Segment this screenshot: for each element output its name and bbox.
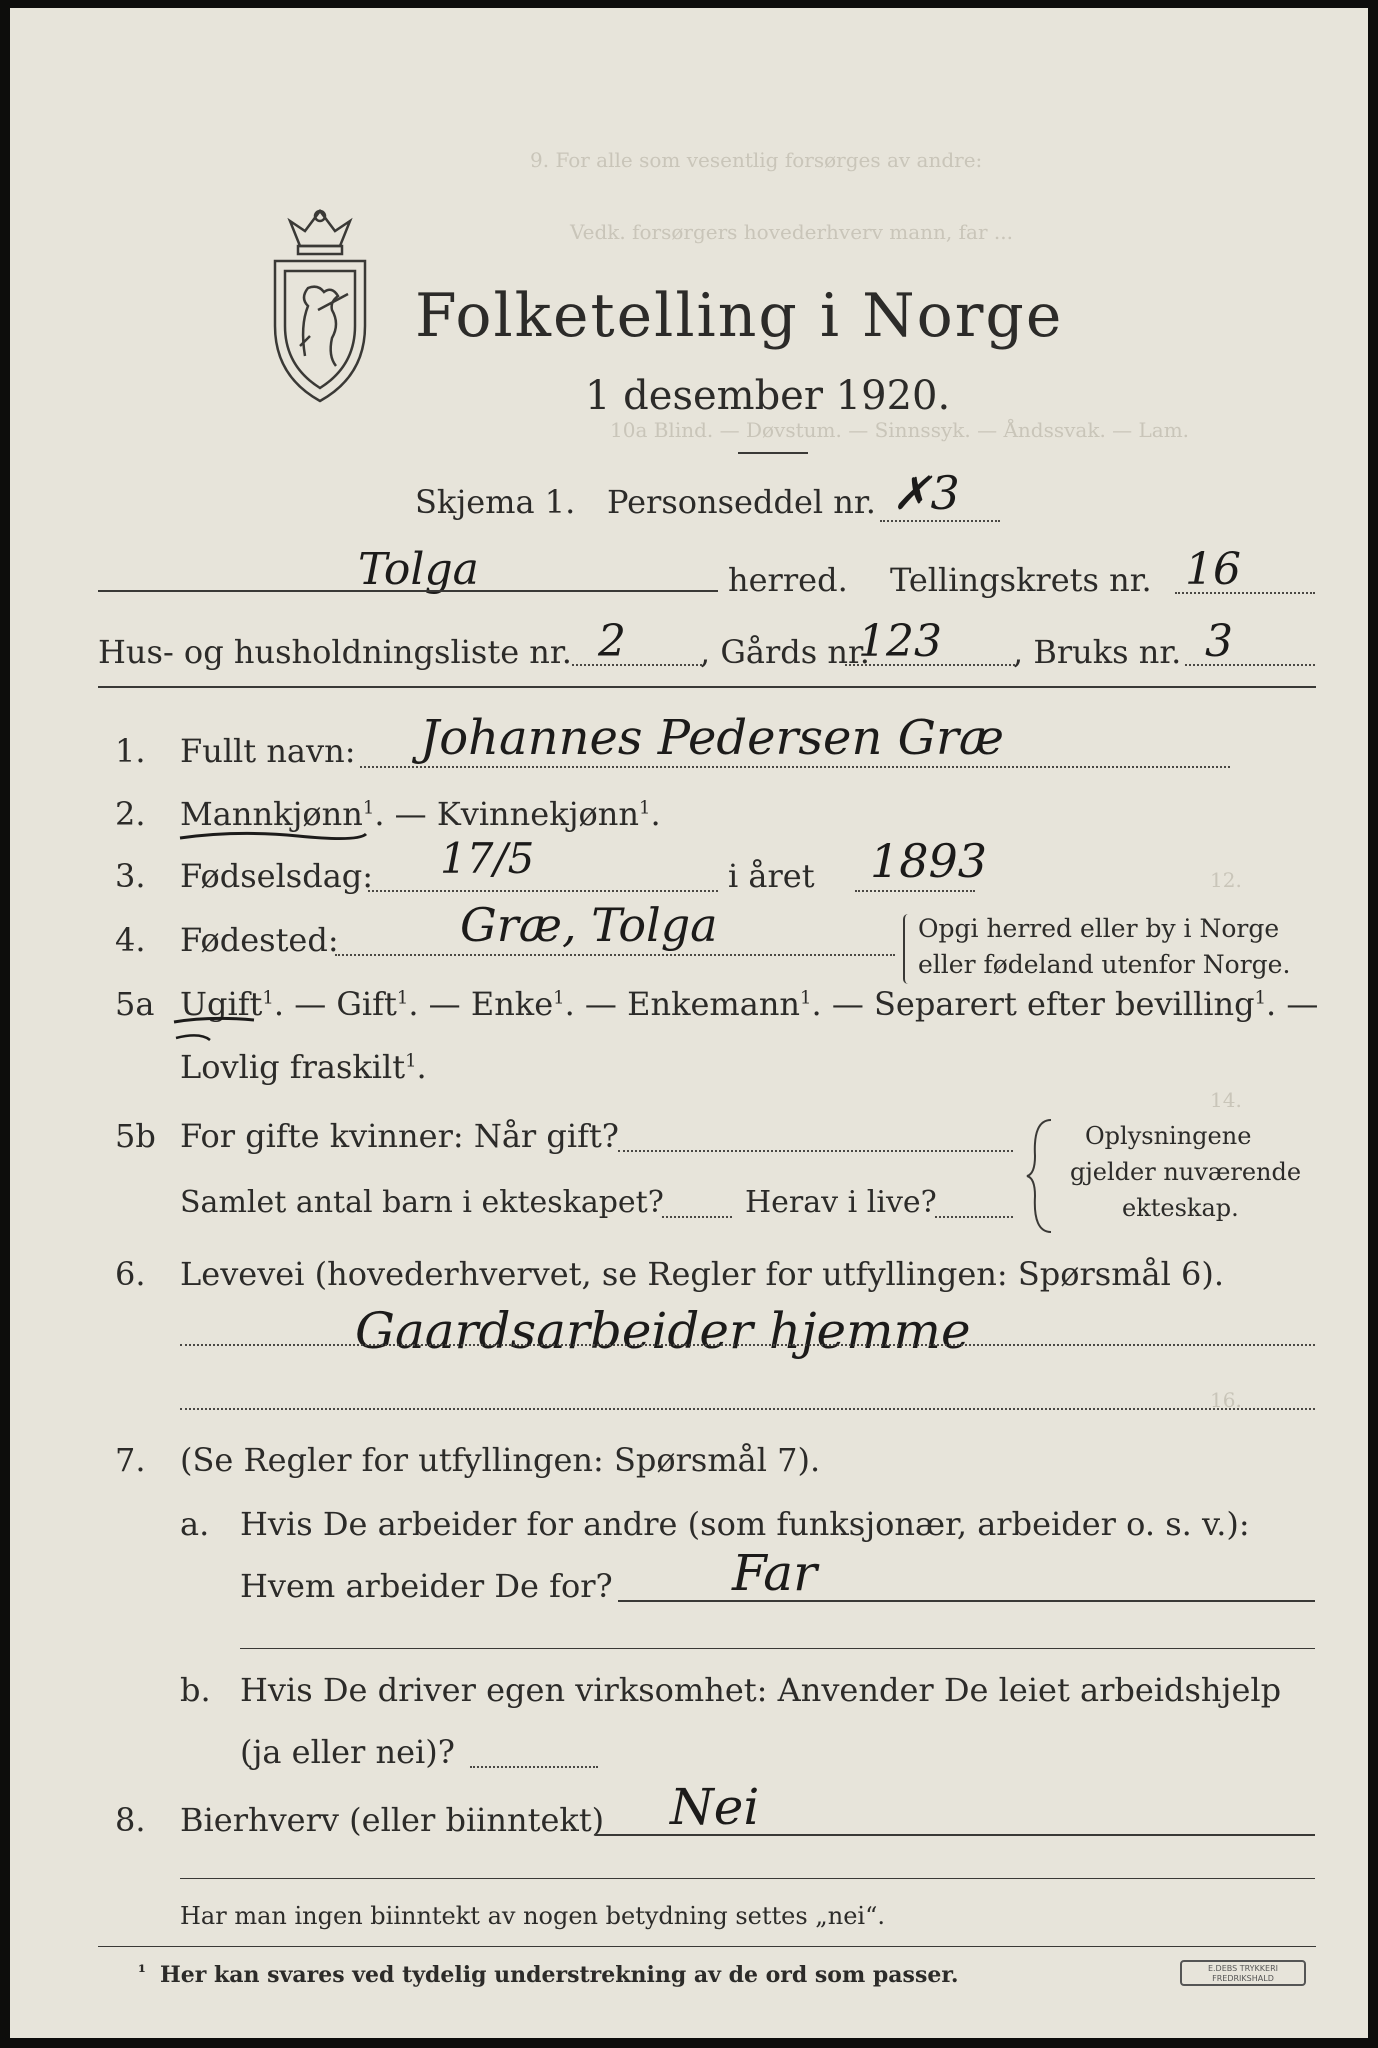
children-alive-label: Herav i live? — [745, 1185, 937, 1220]
divider — [738, 452, 808, 454]
herred-value: Tolga — [358, 544, 479, 595]
birthday-line — [368, 890, 718, 892]
children-count-line — [662, 1216, 732, 1218]
q7a-letter: a. — [180, 1505, 210, 1543]
footer-divider — [98, 1946, 1316, 1947]
norway-coat-of-arms-icon — [260, 206, 380, 406]
bleed-through-text: 12. — [1210, 868, 1242, 892]
bleed-through-text: 16. — [1210, 1388, 1242, 1412]
note-brace — [1025, 1116, 1055, 1236]
q3-number: 3. — [115, 857, 146, 895]
full-name-line — [360, 766, 1230, 768]
occupation-label: Levevei (hovederhvervet, se Regler for utfyllingen: Spørsmål 6). — [180, 1255, 1225, 1293]
employer-line-2 — [240, 1648, 1315, 1649]
marriage-note-2: gjelder nuværende — [1070, 1158, 1302, 1186]
note-brace — [903, 914, 913, 984]
full-name-value: Johannes Pedersen Græ — [420, 710, 1005, 766]
personseddel-label: Personseddel nr. — [607, 483, 876, 521]
personseddel-value: ✗3 — [892, 466, 960, 520]
year-label: i året — [728, 857, 815, 895]
side-income-line-2 — [180, 1878, 1315, 1879]
tellingskrets-line — [1175, 592, 1315, 594]
birth-year-value: 1893 — [870, 834, 988, 888]
tellingskrets-label: Tellingskrets nr. — [890, 561, 1152, 599]
q4-number: 4. — [115, 921, 146, 959]
birthplace-note-2: eller fødeland utenfor Norge. — [918, 950, 1291, 979]
bleed-through-text: 14. — [1210, 1088, 1242, 1112]
tellingskrets-value: 16 — [1185, 544, 1241, 595]
birthday-value: 17/5 — [440, 834, 535, 883]
q4-label: Fødested: — [180, 921, 339, 959]
schema-label: Skjema 1. — [415, 483, 576, 521]
male-underline-mark — [178, 828, 368, 844]
separert-option[interactable]: — Separert efter bevilling — [831, 985, 1255, 1023]
section-divider — [98, 686, 1316, 688]
herred-line — [98, 590, 718, 592]
hired-help-label: (ja eller nei)? — [240, 1733, 455, 1771]
hired-help-line — [470, 1766, 598, 1768]
footnote-mark: ¹ — [138, 1962, 146, 1983]
bruks-line — [1185, 664, 1315, 666]
birth-year-line — [855, 890, 975, 892]
marriage-note-3: ekteskap. — [1122, 1194, 1239, 1222]
lovlig-fraskilt-option[interactable]: Lovlig fraskilt$^1$. — [180, 1048, 427, 1086]
female-option[interactable]: Kvinnekjønn — [436, 795, 639, 833]
q7-number: 7. — [115, 1441, 146, 1479]
q6-number: 6. — [115, 1255, 146, 1293]
q7b-letter: b. — [180, 1671, 211, 1709]
ugift-option[interactable]: Ugift — [180, 985, 263, 1023]
personseddel-line — [880, 520, 1000, 522]
q5b-number: 5b — [115, 1117, 156, 1155]
married-when-line — [618, 1150, 1013, 1152]
bruks-value: 3 — [1205, 616, 1233, 667]
birthplace-note-1: Opgi herred eller by i Norge — [918, 914, 1280, 943]
married-when-label: For gifte kvinner: Når gift? — [180, 1117, 619, 1155]
printer-stamp: E.DEBS TRYKKERI FREDRIKSHALD — [1180, 1960, 1306, 1986]
occupation-line-1 — [180, 1344, 1315, 1346]
marriage-note-1: Oplysningene — [1085, 1122, 1252, 1150]
husliste-value: 2 — [598, 616, 626, 667]
enke-option[interactable]: — Enke — [428, 985, 554, 1023]
employer-line — [618, 1600, 1315, 1602]
side-income-value: Nei — [670, 1778, 760, 1836]
census-form — [10, 8, 1368, 2038]
footnote-text: Her kan svares ved tydelig understrekning av de ord som passer. — [160, 1962, 959, 1988]
male-option[interactable]: Mannkjønn — [180, 795, 363, 833]
gender-options: Mannkjønn$^1$. — Kvinnekjønn$^1$. — [180, 795, 661, 833]
children-count-label: Samlet antal barn i ekteskapet? — [180, 1185, 664, 1220]
herred-label: herred. — [728, 561, 848, 599]
side-income-label: Bierhverv (eller biinntekt) — [180, 1801, 605, 1839]
birthplace-value: Græ, Tolga — [460, 898, 718, 952]
q2-number: 2. — [115, 795, 146, 833]
gards-line — [845, 664, 1015, 666]
q7b-question: Hvis De driver egen virksomhet: Anvender De leiet arbeidshjelp — [240, 1671, 1282, 1709]
q5a-number: 5a — [115, 985, 155, 1023]
employer-label: Hvem arbeider De for? — [240, 1567, 613, 1605]
occupation-value: Gaardsarbeider hjemme — [355, 1302, 971, 1360]
side-income-line — [595, 1834, 1315, 1836]
children-alive-line — [935, 1216, 1013, 1218]
gift-option[interactable]: — Gift — [294, 985, 397, 1023]
gards-label: , Gårds nr. — [700, 633, 870, 671]
form-title: Folketelling i Norge — [415, 281, 1064, 351]
footer-note: Har man ingen biinntekt av nogen betydning settes „nei“. — [180, 1902, 885, 1930]
enkemann-option[interactable]: — Enkemann — [584, 985, 801, 1023]
employer-value: Far — [732, 1544, 818, 1602]
q7a-question: Hvis De arbeider for andre (som funksjonær, arbeider o. s. v.): — [240, 1505, 1250, 1543]
occupation-line-2 — [180, 1408, 1315, 1410]
birthplace-line — [335, 954, 895, 956]
husliste-label: Hus- og husholdningsliste nr. — [98, 633, 572, 671]
q7-label: (Se Regler for utfyllingen: Spørsmål 7). — [180, 1441, 821, 1479]
bleed-through-text: 10a Blind. — Døvstum. — Sinnssyk. — Åndssvak. — Lam. — [610, 418, 1190, 442]
marital-status-options: Ugift$^1$. — Gift$^1$. — Enke$^1$. — Enkemann$^1$. — Separert efter bevilling$^1$. — — [180, 985, 1319, 1023]
bleed-through-text: Vedk. forsørgers hovederhverv mann, far ... — [570, 220, 1013, 244]
q3-label: Fødselsdag: — [180, 857, 374, 895]
husliste-line — [572, 664, 702, 666]
q1-number: 1. — [115, 732, 146, 770]
bleed-through-text: 9. For alle som vesentlig forsørges av andre: — [530, 148, 983, 172]
gards-value: 123 — [858, 616, 942, 667]
form-date: 1 desember 1920. — [585, 373, 951, 419]
q8-number: 8. — [115, 1801, 146, 1839]
bruks-label: , Bruks nr. — [1013, 633, 1182, 671]
q1-label: Fullt navn: — [180, 732, 356, 770]
